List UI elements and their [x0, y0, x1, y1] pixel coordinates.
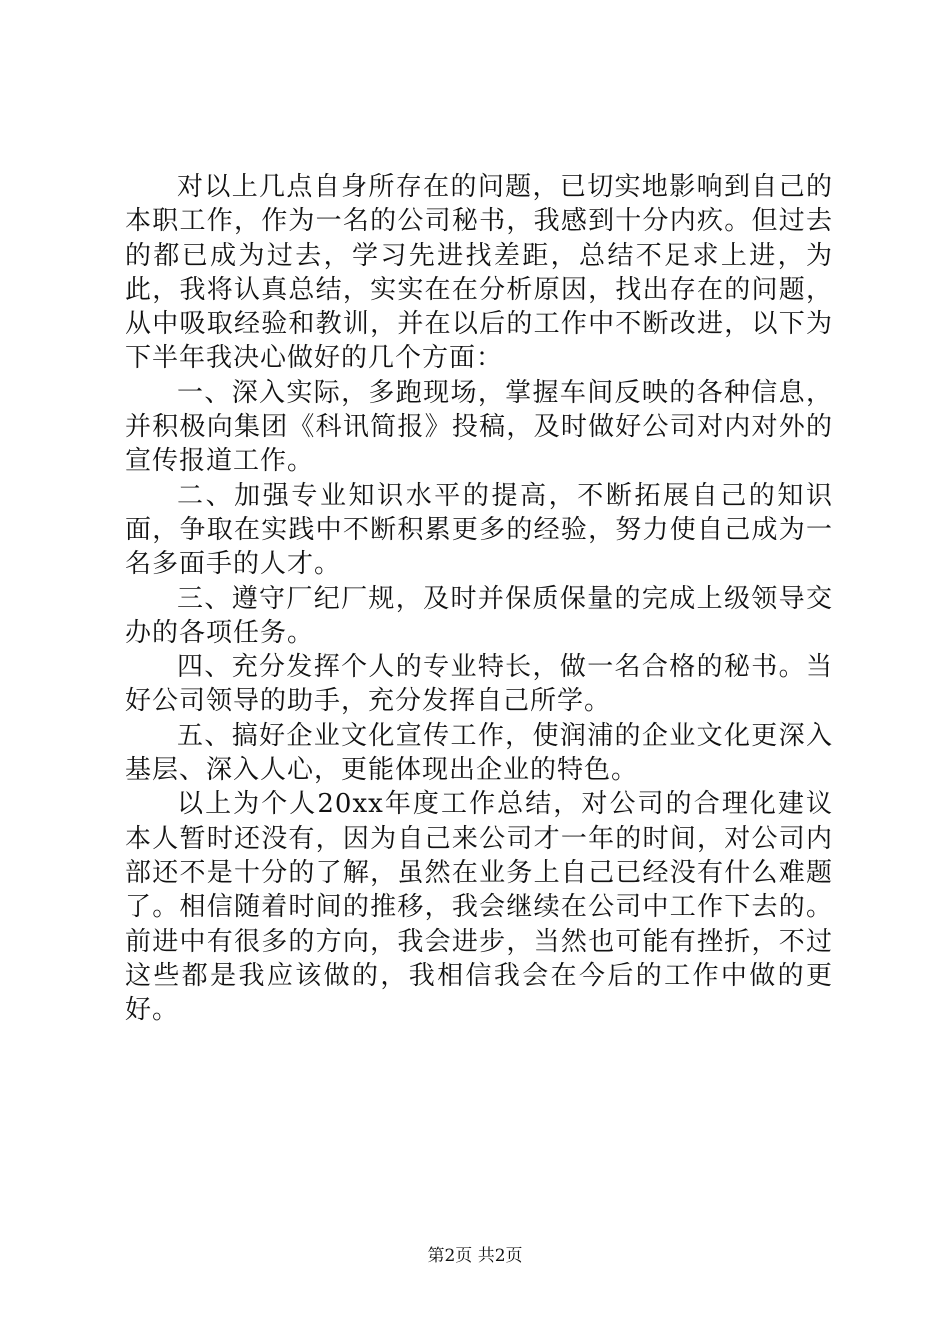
- document-body: [125, 170, 833, 1027]
- paragraph-item-1: 一、深入实际，多跑现场，掌握车间反映的各种信息，并积极向集团《科讯简报》投稿，及时做好公司对内对外的宣传报道工作。: [125, 377, 833, 477]
- paragraph-conclusion: 以上为个人20xx年度工作总结，对公司的合理化建议本人暂时还没有，因为自己来公司才一年的时间，对公司内部还不是十分的了解，虽然在业务上自己已经没有什么难题了。相信随着时间的推移，我会继续在公司中工作下去的。前进中有很多的方向，我会进步，当然也可能有挫折，不过这些都是我应该做的，我相信我会在今后的工作中做的更好。: [125, 789, 833, 1026]
- paragraph-item-5: 五、搞好企业文化宣传工作，使润浦的企业文化更深入基层、深入人心，更能体现出企业的特色。: [125, 720, 833, 786]
- paragraph-item-2: 二、加强专业知识水平的提高，不断拓展自己的知识面，争取在实践中不断积累更多的经验，努力使自己成为一名多面手的人才。: [125, 480, 833, 580]
- paragraph-intro: 对以上几点自身所存在的问题，已切实地影响到自己的本职工作，作为一名的公司秘书，我感到十分内疚。但过去的都已成为过去，学习先进找差距，总结不足求上进，为此，我将认真总结，实实在在分析原因，找出存在的问题，从中吸取经验和教训，并在以后的工作中不断改进，以下为下半年我决心做好的几个方面：: [125, 172, 833, 374]
- page-number-footer: 第2页 共2页: [427, 1246, 523, 1266]
- paragraph-item-3: 三、遵守厂纪厂规，及时并保质保量的完成上级领导交办的各项任务。: [125, 583, 833, 648]
- paragraph-item-4: 四、充分发挥个人的专业特长，做一名合格的秘书。当好公司领导的助手，充分发挥自己所学。: [125, 652, 833, 717]
